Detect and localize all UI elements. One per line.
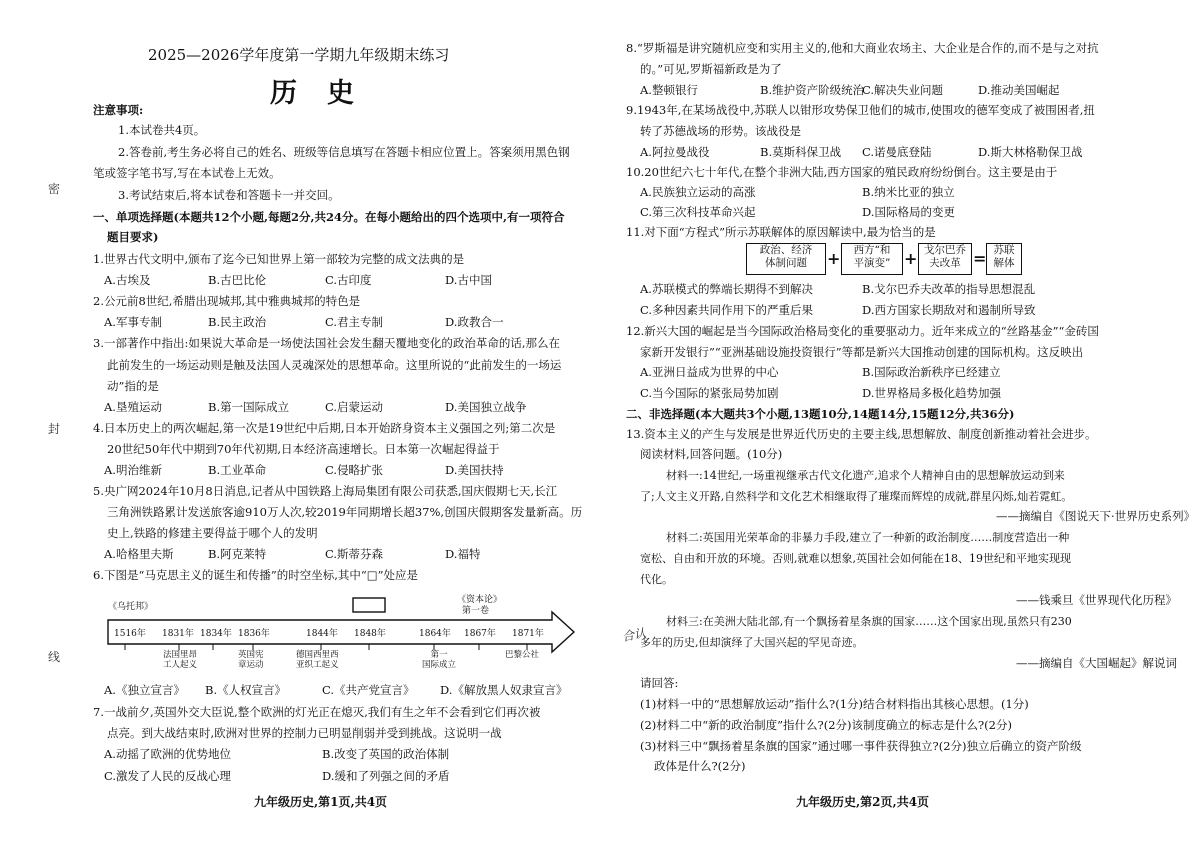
q5-option-a: A.哈格里夫斯 bbox=[104, 547, 174, 561]
timeline-year: 1831年 bbox=[162, 629, 194, 639]
q11-option-b: B.戈尔巴乔夫改革的指导思想混乱 bbox=[862, 282, 1036, 296]
timeline-event-text: 亚织工起义 bbox=[296, 660, 339, 670]
question-3-line: 动”指的是 bbox=[107, 379, 159, 393]
q12-option-a: A.亚洲日益成为世界的中心 bbox=[640, 365, 779, 379]
q7-option-a: A.动摇了欧洲的优势地位 bbox=[104, 747, 231, 761]
q1-option-b: B.古巴比伦 bbox=[208, 273, 267, 287]
timeline-event-silesia bbox=[296, 650, 339, 670]
q10-option-b: B.纳米比亚的独立 bbox=[862, 185, 955, 199]
question-5-line: 史上,铁路的修建主要得益于哪个人的发明 bbox=[107, 526, 318, 540]
q1-option-c: C.古印度 bbox=[325, 273, 372, 287]
q3-option-d: D.美国独立战争 bbox=[445, 400, 527, 414]
question-5-line: 5.央广网2024年10月8日消息,记者从中国铁路上海局集团有限公司获悉,国庆假期七天,长江 bbox=[93, 484, 558, 498]
margin-mark-line: 线 bbox=[48, 650, 61, 664]
section1-heading: 一、单项选择题(本题共12个小题,每题2分,共24分。在每小题给出的四个选项中,有一项符合 bbox=[93, 210, 565, 224]
timeline-label-volume: 第一卷 bbox=[462, 606, 490, 616]
sub-question-2: (2)材料二中“新的政治制度”指什么?(2分)该制度确立的标志是什么?(2分) bbox=[640, 718, 1012, 732]
timeline-event-text: 国 bbox=[422, 660, 431, 670]
equation-box-political-economic bbox=[746, 243, 826, 275]
q12-option-c: C.当今国际的紧张局势加剧 bbox=[640, 386, 779, 400]
question-13-line: 阅读材料,回答问题。(10分) bbox=[640, 447, 783, 461]
timeline-label-utopia: 《乌托邦》 bbox=[108, 602, 154, 612]
equation-box-peaceful-evolution bbox=[841, 243, 903, 275]
question-6-stem: 6.下图是“马克思主义的诞生和传播”的时空坐标,其中“□”处应是 bbox=[93, 568, 419, 582]
q11-option-c: C.多种因素共同作用下的严重后果 bbox=[640, 303, 814, 317]
q4-option-c: C.侵略扩张 bbox=[325, 463, 384, 477]
q8-option-b: B.维护资产阶级统治 bbox=[760, 83, 865, 97]
material-1-line: 材料一:14世纪,一场重视继承古代文化遗产,追求个人精神自由的思想解放运动到来 bbox=[666, 469, 1065, 482]
q12-option-b: B.国际政治新秩序已经建立 bbox=[862, 365, 1001, 379]
q11-option-d: D.西方国家长期敌对和遏制所导致 bbox=[862, 303, 1036, 317]
question-10-stem: 10.20世纪六七十年代,在整个非洲大陆,西方国家的殖民政府纷纷倒台。这主要是由于 bbox=[626, 165, 1058, 179]
equation-box-text: 体制问题 bbox=[765, 257, 807, 269]
notice-line: 笔或签字笔书写,写在本试卷上无效。 bbox=[93, 166, 281, 180]
exam-title: 2025—2026学年度第一学期九年级期末练习 bbox=[148, 46, 450, 64]
equation-box-text: 戈尔巴乔 bbox=[924, 244, 966, 256]
equation-plus: + bbox=[827, 249, 841, 268]
margin-mark-seal: 密 bbox=[48, 182, 61, 196]
timeline-year: 1871年 bbox=[512, 629, 544, 639]
equation-box-text: 平演变” bbox=[853, 257, 891, 269]
q9-option-a: A.阿拉曼战役 bbox=[640, 145, 710, 159]
timeline-year: 1867年 bbox=[464, 629, 496, 639]
q5-option-c: C.斯蒂芬森 bbox=[325, 547, 384, 561]
question-7-line: 点亮。到大战结束时,欧洲对世界的控制力已明显削弱并受到挑战。这说明一战 bbox=[107, 726, 502, 740]
timeline-event-paris-commune bbox=[505, 650, 539, 660]
q4-option-b: B.工业革命 bbox=[208, 463, 267, 477]
timeline-event-text: 英国宪 bbox=[238, 650, 264, 660]
q2-option-d: D.政教合一 bbox=[445, 315, 504, 329]
answer-prompt: 请回答: bbox=[640, 676, 679, 690]
timeline-year: 1836年 bbox=[238, 629, 270, 639]
q3-option-c: C.启蒙运动 bbox=[325, 400, 384, 414]
q5-option-b: B.阿克莱特 bbox=[208, 547, 267, 561]
q9-option-b: B.莫斯科保卫战 bbox=[760, 145, 842, 159]
q1-option-d: D.古中国 bbox=[445, 273, 492, 287]
q10-option-d: D.国际格局的变更 bbox=[862, 205, 955, 219]
section2-heading: 二、非选择题(本大题共3个小题,13题10分,14题14分,15题12分,共36分) bbox=[626, 407, 1015, 421]
q9-option-d: D.斯大林格勒保卫战 bbox=[978, 145, 1083, 159]
q6-option-c: C.《共产党宣言》 bbox=[322, 683, 415, 697]
sub-question-3: (3)材料三中“飘扬着星条旗的国家”通过哪一事件获得独立?(2分)独立后确立的资产阶级 bbox=[640, 739, 1082, 753]
notice-line: 2.答卷前,考生务必将自己的姓名、班级等信息填写在答题卡相应位置上。答案须用黑色钢 bbox=[118, 145, 570, 159]
q11-option-a: A.苏联模式的弊端长期得不到解决 bbox=[640, 282, 813, 296]
timeline-label-capital: 《资本论》 bbox=[457, 595, 503, 605]
notice-line: 3.考试结束后,将本试卷和答题卡一并交回。 bbox=[118, 188, 340, 202]
q7-option-b: B.改变了英国的政治体制 bbox=[322, 747, 450, 761]
q6-option-b: B.《人权宣言》 bbox=[205, 683, 287, 697]
equation-box-soviet-collapse bbox=[986, 243, 1022, 275]
material-1-source: ——摘编自《图说天下·世界历史系列》 bbox=[996, 509, 1196, 523]
q7-option-d: D.缓和了列强之间的矛盾 bbox=[322, 769, 450, 783]
sub-question-1: (1)材料一中的“思想解放运动”指什么?(1分)结合材料指出其核心思想。(1分) bbox=[640, 697, 1029, 711]
question-8-line: 8.“罗斯福是讲究随机应变和实用主义的,他和大商业农场主、大企业是合作的,而不是与之对抗 bbox=[626, 41, 1099, 55]
subject-title: 历史 bbox=[270, 78, 384, 109]
timeline-year: 1864年 bbox=[419, 629, 451, 639]
material-3-line: 多年的历史,但却演绎了大国兴起的罕见奇迹。 bbox=[640, 636, 864, 649]
timeline-event-first-international bbox=[422, 650, 456, 670]
q7-option-c: C.激发了人民的反战心理 bbox=[104, 769, 232, 783]
q8-option-d: D.推动美国崛起 bbox=[978, 83, 1060, 97]
timeline-event-text: 巴黎公社 bbox=[505, 650, 540, 660]
timeline-diagram bbox=[100, 594, 580, 674]
q8-option-a: A.整顿银行 bbox=[640, 83, 698, 97]
q9-option-c: C.诺曼底登陆 bbox=[862, 145, 932, 159]
question-5-line: 三角洲铁路累计发送旅客逾910万人次,较2019年同期增长超37%,创国庆假期客发量新高。历 bbox=[107, 505, 583, 519]
timeline-event-text: 法国里昂 bbox=[163, 650, 198, 660]
material-2-line: 宽松、自由和开放的环境。否则,就难以想象,英国社会如何能在18、19世纪和平地实现现 bbox=[640, 552, 1071, 565]
q4-option-a: A.明治维新 bbox=[104, 463, 162, 477]
equation-plus: + bbox=[904, 249, 918, 268]
question-9-line: 9.1943年,在某场战役中,苏联人以钳形攻势保卫他们的城市,使围攻的德军变成了被围困者,扭 bbox=[626, 103, 1095, 117]
q1-option-a: A.古埃及 bbox=[104, 273, 151, 287]
question-1-stem: 1.世界古代文明中,颁布了迄今已知世界上第一部较为完整的成文法典的是 bbox=[93, 252, 465, 266]
equation-box-text: 夫改革 bbox=[929, 257, 961, 269]
material-2-source: ——钱乘旦《世界现代化历程》 bbox=[1016, 593, 1177, 607]
sub-question-3-cont: 政体是什么?(2分) bbox=[654, 759, 746, 773]
question-12-line: 12.新兴大国的崛起是当今国际政治格局变化的重要驱动力。近年来成立的“丝路基金”“金砖国 bbox=[626, 324, 1099, 338]
question-11-stem: 11.对下面“方程式”所示苏联解体的原因解读中,最为恰当的是 bbox=[626, 225, 936, 239]
timeline-event-text: 际成立 bbox=[430, 660, 457, 670]
timeline-event-text: 德国西里西 bbox=[296, 650, 339, 660]
equation-box-text: 政治、经济 bbox=[759, 244, 813, 256]
q2-option-b: B.民主政治 bbox=[208, 315, 267, 329]
question-12-line: 家新开发银行”“亚洲基础设施投资银行”等都是新兴大国推动创建的国际机构。这反映出 bbox=[640, 345, 1084, 359]
question-3-line: 3.一部著作中指出:如果说大革命是一场使法国社会发生翻天覆地变化的政治革命的话,那么在 bbox=[93, 336, 560, 350]
timeline-event-text: 工人起义 bbox=[163, 660, 198, 670]
question-3-line: 此前发生的一场运动则是触及法国人灵魂深处的思想革命。这里所说的“此前发生的一场运 bbox=[107, 358, 562, 372]
page-2 bbox=[600, 0, 1200, 849]
question-8-line: 的。”可见,罗斯福新政是为了 bbox=[640, 62, 782, 76]
material-2-line: 代化。 bbox=[640, 573, 673, 586]
q8-option-c: C.解决失业问题 bbox=[862, 83, 944, 97]
q5-option-d: D.福特 bbox=[445, 547, 481, 561]
timeline-year: 1848年 bbox=[354, 629, 386, 639]
material-3-line: 材料三:在美洲大陆北部,有一个飘扬着星条旗的国家……这个国家出现,虽然只有230 bbox=[666, 615, 1072, 628]
equation-box-text: 解体 bbox=[993, 257, 1015, 269]
q6-option-a: A.《独立宣言》 bbox=[104, 683, 185, 697]
q2-option-a: A.军事专制 bbox=[104, 315, 162, 329]
q3-option-a: A.垦殖运动 bbox=[104, 400, 162, 414]
section1-heading-cont: 题目要求) bbox=[107, 230, 159, 244]
timeline-event-text: 章运动 bbox=[238, 660, 264, 670]
page-footer: 九年级历史,第1页,共4页 bbox=[254, 795, 388, 809]
q6-option-d: D.《解放黑人奴隶宣言》 bbox=[440, 683, 568, 697]
question-2-stem: 2.公元前8世纪,希腊出现城邦,其中雅典城邦的特色是 bbox=[93, 294, 361, 308]
equation-box-text: 西方“和 bbox=[853, 244, 891, 256]
timeline-event-text: 第一 bbox=[430, 650, 448, 660]
q12-option-d: D.世界格局多极化趋势加强 bbox=[862, 386, 1001, 400]
q4-option-d: D.美国扶持 bbox=[445, 463, 504, 477]
notice-heading: 注意事项: bbox=[93, 103, 144, 117]
question-9-line: 转了苏德战场的形势。该战役是 bbox=[640, 124, 801, 138]
margin-mark-seal: 封 bbox=[48, 422, 61, 436]
equation-equals: = bbox=[973, 249, 987, 268]
timeline-year: 1834年 bbox=[200, 629, 232, 639]
q10-option-c: C.第三次科技革命兴起 bbox=[640, 205, 756, 219]
question-13-line: 13.资本主义的产生与发展是世界近代历史的主要主线,思想解放、制度创新推动着社会进步。 bbox=[626, 427, 1097, 441]
material-1-line: 了;人文主义开路,自然科学和文化艺术相继取得了璀璨而辉煌的成就,群星闪烁,灿若霓虹。 bbox=[640, 490, 1073, 503]
page-footer: 九年级历史,第2页,共4页 bbox=[796, 795, 930, 809]
material-3-source: ——摘编自《大国崛起》解说词 bbox=[1016, 656, 1177, 670]
handwritten-note: 合认 bbox=[621, 626, 648, 644]
timeline-event-lyon bbox=[163, 650, 197, 670]
question-4-line: 4.日本历史上的两次崛起,第一次是19世纪中后期,日本开始跻身资本主义强国之列;第二次是 bbox=[93, 421, 556, 435]
equation-box-text: 苏联 bbox=[993, 244, 1015, 256]
equation-box-gorbachev-reform bbox=[918, 243, 972, 275]
question-7-line: 7.一战前夕,英国外交大臣说,整个欧洲的灯光正在熄灭,我们有生之年不会看到它们再次被 bbox=[93, 705, 541, 719]
q10-option-a: A.民族独立运动的高涨 bbox=[640, 185, 756, 199]
timeline-event-chartism bbox=[238, 650, 264, 670]
q3-option-b: B.第一国际成立 bbox=[208, 400, 290, 414]
q2-option-c: C.君主专制 bbox=[325, 315, 384, 329]
notice-line: 1.本试卷共4页。 bbox=[118, 123, 206, 137]
question-4-line: 20世纪50年代中期到70年代初期,日本经济高速增长。日本第一次崛起得益于 bbox=[107, 442, 500, 456]
timeline-year: 1516年 bbox=[114, 629, 146, 639]
timeline-year: 1844年 bbox=[306, 629, 338, 639]
material-2-line: 材料二:英国用光荣革命的非暴力手段,建立了一种新的政治制度……制度营造出一种 bbox=[666, 531, 1070, 544]
